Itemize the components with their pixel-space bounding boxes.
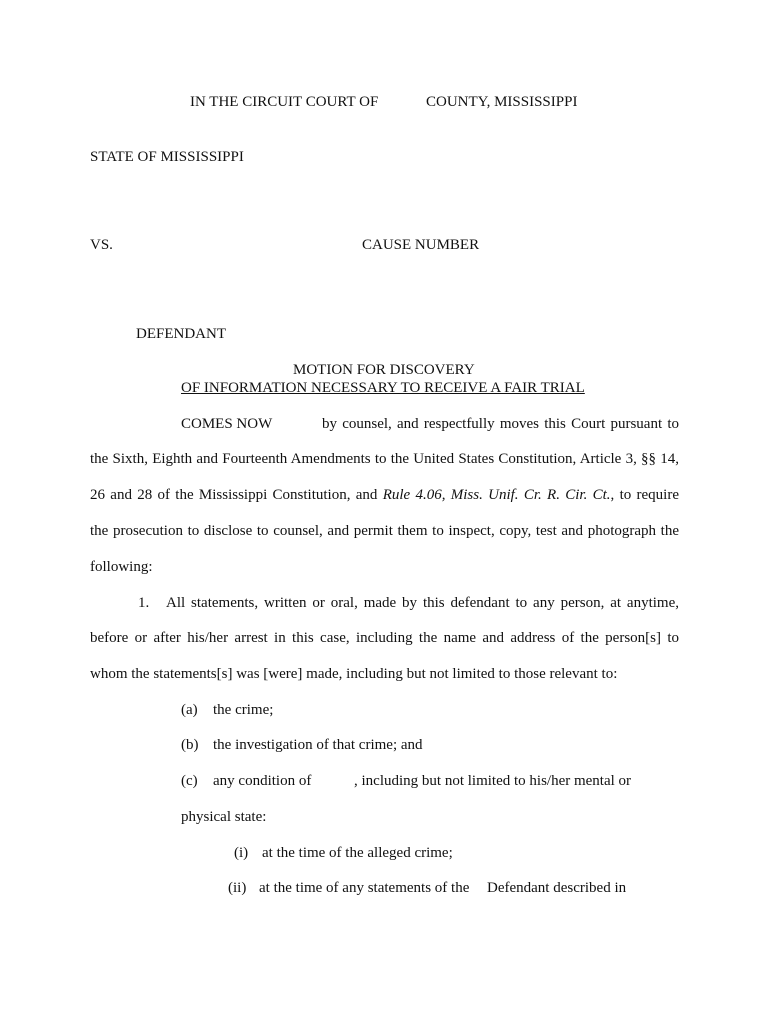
motion-title-line2: OF INFORMATION NECESSARY TO RECEIVE A FAIR TRIAL [181,380,585,396]
comes-now-text: COMES NOW [181,416,273,432]
item-1-line-1: All statements, written or oral, made by this defendant to any person, at anytime, [166,595,679,611]
rule-citation: Rule 4.06, Miss. Unif. Cr. R. Cir. Ct. [382,487,611,503]
intro-text-rest: by counsel, and respectfully moves this Court pursuant to [322,416,679,432]
sub-a-label: (a) [181,702,198,718]
sub-i-text: at the time of the alleged crime; [262,845,453,861]
item-1-line-2: before or after his/her arrest in this case, including the name and address of the person[s] to [90,630,679,646]
body-line-3-start: 26 and 28 of the Mississippi Constitution, and [90,487,378,503]
sub-c-line-2: physical state: [181,809,267,825]
defendant-label: DEFENDANT [136,326,226,342]
versus-label: VS. [90,237,113,253]
sub-c-text-end: , including but not limited to his/her mental or [354,773,632,789]
body-line-5: following: [90,559,153,575]
body-line-3-end: , to require [610,487,680,503]
court-name-prefix: IN THE CIRCUIT COURT OF [190,94,379,110]
sub-c-label: (c) [181,773,198,789]
cause-number-label: CAUSE NUMBER [362,237,480,253]
sub-b-label: (b) [181,737,199,753]
item-1-number: 1. [138,595,150,611]
sub-ii-text-start: at the time of any statements of the [259,880,470,896]
body-line-3 [90,488,679,503]
body-line-4: the prosecution to disclose to counsel, and permit them to inspect, copy, test and photograph the [90,523,679,539]
plaintiff-name: STATE OF MISSISSIPPI [90,149,244,165]
sub-ii-label: (ii) [228,880,247,896]
motion-title-line1: MOTION FOR DISCOVERY [293,362,475,378]
body-line-2: the Sixth, Eighth and Fourteenth Amendments to the United States Constitution, Article 3, §§ 14, [90,451,679,467]
sub-b-text: the investigation of that crime; and [213,737,423,753]
sub-c-text-start: any condition of [213,773,312,789]
sub-i-label: (i) [234,845,249,861]
sub-ii-text-end: Defendant described in [487,880,627,896]
court-name-suffix: COUNTY, MISSISSIPPI [426,94,578,110]
sub-a-text: the crime; [213,702,274,718]
item-1-line-3: whom the statements[s] was [were] made, including but not limited to those relevant to: [90,666,618,682]
